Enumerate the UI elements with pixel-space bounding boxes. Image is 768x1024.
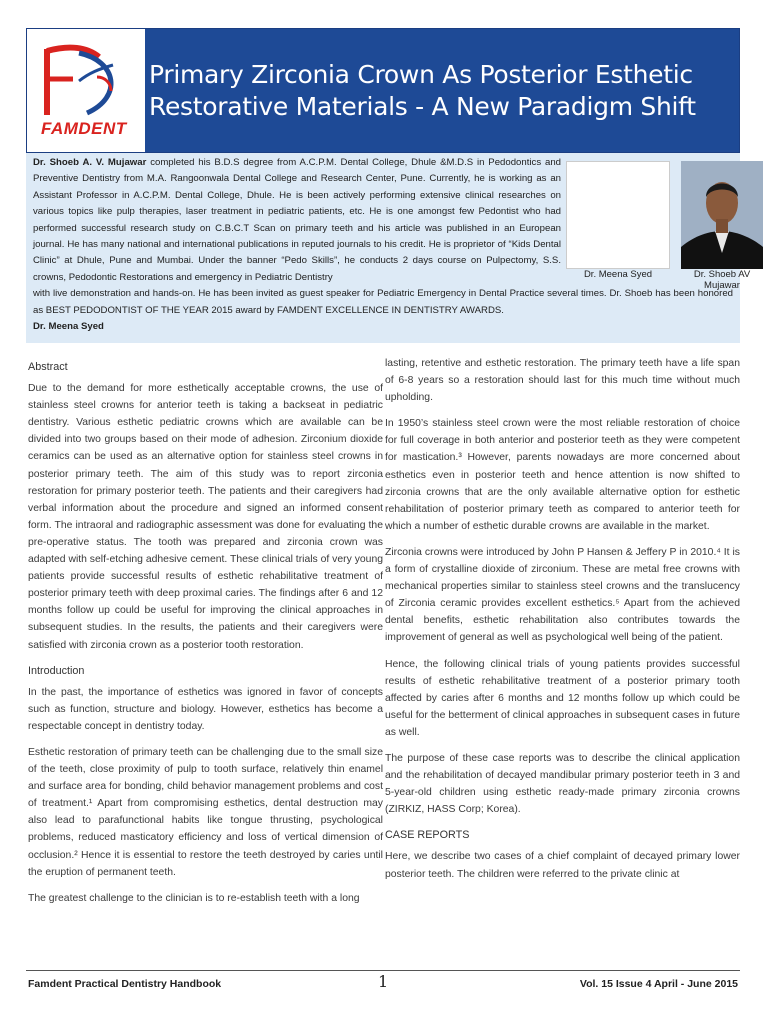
famdent-logo-icon [39,43,129,119]
right-column [385,355,740,892]
logo-text: FAMDENT [41,119,127,138]
footer-publication: Famdent Practical Dentistry Handbook [28,978,222,990]
bio-line: honored as BEST PEDODONTIST OF THE YEAR 2015 award by FAMDENT EXCELLENCE IN DENTISTRY AWARDS. [33,288,733,316]
case-reports-heading: CASE REPORTS [385,829,470,842]
left-column [28,355,383,916]
footer-divider [26,970,740,971]
bio-line: few Pedontist who had performed successful research study on C.B.C.T Scan on primary teeth and his article was [33,206,561,234]
title-line-1: Primary Zirconia Crown As Posterior Esthetic [149,59,693,89]
body-paragraph: Hence, the following clinical trials of young patients provides successful results of esthetic rehabilitative treatment of a posterior primary tooth affected by caries after 6 months and 12 months follow up which could be useful for the betterment of clinical approaches in subsequent cases in future as well. [385,658,740,738]
author-portrait-icon [681,161,763,269]
photo-caption-left: Dr. Meena Syed [583,269,653,280]
bio-line: with live demonstration and hands-on. He has been invited as guest speaker for Pediatric Emergency in Dental Practice several times. Dr. Shoeb has been [33,288,695,300]
author-name: Dr. Shoeb A. V. Mujawar [33,157,147,168]
bio-line: credit. He is proprietor of “Kids Dental Clinic” at Dhule, Pune and Mumbai. Under the banner “Pedo Skills”, he [33,239,562,267]
body-paragraph: lasting, retentive and esthetic restoration. The primary teeth have a life span of 6-8 years so a restoration should last for this much time without much upholding. [385,358,740,404]
bio-line: published in an European journal. He has many national and international publications in reputed journals to his [33,222,561,251]
abstract-text: Due to the demand for more esthetically acceptable crowns, the use of stainless steel crowns for anterior teeth is taking a backseat in pediatric dentistry. Various esthetic pediatric crowns which are available can be divided into two groups based on their mode of adhesion. Zirconium dioxide ceramics can be used as an alternative option for stainless steel crowns in posterior primary teeth. The aim of this study was to report zirconia restoration for primary posterior teeth. The patients and their caregivers had verbal information about the procedure and signed an informed consent form. The intraoral and radiographic assessment was done for evaluating the pre-operative status. The tooth was prepared and zirconia crown was adapted with self-etching adhesive cement. These clinical trials of very young patients provide successful results of esthetic rehabilitative treatment of posterior primary teeth with deep proximal caries. The findings after 6 and 12 months follow up could be useful for improving the clinical approaches in subsequent studies. In the results, the patients and their caregivers were satisfied with zirconia crown as a posterior tooth restoration. [28,383,384,651]
body-paragraph: The purpose of these case reports was to describe the clinical application and the rehabilitation of decayed mandibular primary posterior teeth in 3 and 5-year-old children using esthetic ready-made primary zirconia crowns (ZIRKIZ, HASS Corp; Korea). [385,752,740,816]
bio-lines-full [33,286,733,319]
caption-right-line-2: Mujawar [704,280,740,291]
body-paragraph: Zirconia crowns were introduced by John P Hansen & Jeffery P in 2010.⁴ It is a form of crystalline dioxide of zirconium. These are metal free crowns with mechanical properties similar to stainless steel crowns and the translucency of Zirconia ceramic provides excellent esthetics.⁵ Apart from the achieved dental benefits, esthetic rehabilitation also contributes towards the improvement of general as well as psychological well being of the patient. [385,546,740,644]
title-line-2: Restorative Materials - A New Paradigm Shift [149,91,696,121]
introduction-heading: Introduction [28,664,85,677]
bio-line: clinical researches on various topics like pulp therapies, laser treatment in pediatric patients, etc. He is one amongst [33,189,561,218]
body-paragraph: Here, we describe two cases of a chief complaint of decayed primary lower posterior teeth. The children were referred to the private clinic at [385,851,740,880]
footer-issue: Vol. 15 Issue 4 April - June 2015 [579,978,738,990]
second-author-name: Dr. Meena Syed [33,321,104,333]
intro-paragraph: The greatest challenge to the clinician is to re-establish teeth with a long [28,892,360,904]
author-bio-box [26,153,751,343]
caption-right-line-1: Dr. Shoeb AV [693,269,751,280]
intro-paragraph: In the past, the importance of esthetics was ignored in favor of concepts such as function, structure and biology. However, esthetics has become a respectable concept in dentistry today. [28,686,383,732]
bio-line: completed his B.D.S degree from A.C.P.M. Dental College, Dhule &M.D.S in Pedodontics [150,157,542,168]
title-banner [145,29,739,152]
bio-lines-narrow [33,155,561,286]
bio-line: and Preventive Dentistry from M.A. Rangoonwala Dental College and Research Center, Pune. Currently, he is [33,157,561,185]
article-title [149,59,696,123]
abstract-heading: Abstract [28,361,68,373]
photo-caption-right [678,269,766,291]
bio-line: working as an Assistant Professor in A.C.P.M. Dental College, Dhule. He is been actively performing extensive [33,173,561,201]
famdent-logo [27,29,145,152]
author-photo [681,161,763,269]
author-photo-placeholder [566,161,670,269]
intro-paragraph: Esthetic restoration of primary teeth can be challenging due to the small size of the teeth, close proximity of pulp to tooth surface, relatively thin enamel and surface area for bonding, child behavior management problems and cost of treatment.¹ Apart from compromising esthetics, dental destruction may also lead to parafunctional habits like tongue thrusting, psychological problems, reduced masticatory efficiency and loss of vertical dimension of occlusion.² Hence it is essential to restore the teeth destroyed by caries until the eruption of permanent teeth. [28,746,383,878]
body-paragraph: In 1950’s stainless steel crown were the most reliable restoration of choice for full coverage in both anterior and posterior teeth as they were competent for mastication.³ However, parents nowadays are more concerned about esthetics even in posterior teeth and hence attention is now shifted to zirconia crowns that are the only available alternative option for esthetic rehabilitation of posterior primary teeth as compared to anterior teeth for which a number of esthetic durable crowns are available in the market. [385,418,740,532]
page-number: 1 [378,972,389,991]
bio-line: conducts 2 days course on Pulpectomy, S.S. crowns, Pedodontic Restorations and emergency in Pediatric Dentistry [33,255,561,283]
article-header [26,28,740,153]
